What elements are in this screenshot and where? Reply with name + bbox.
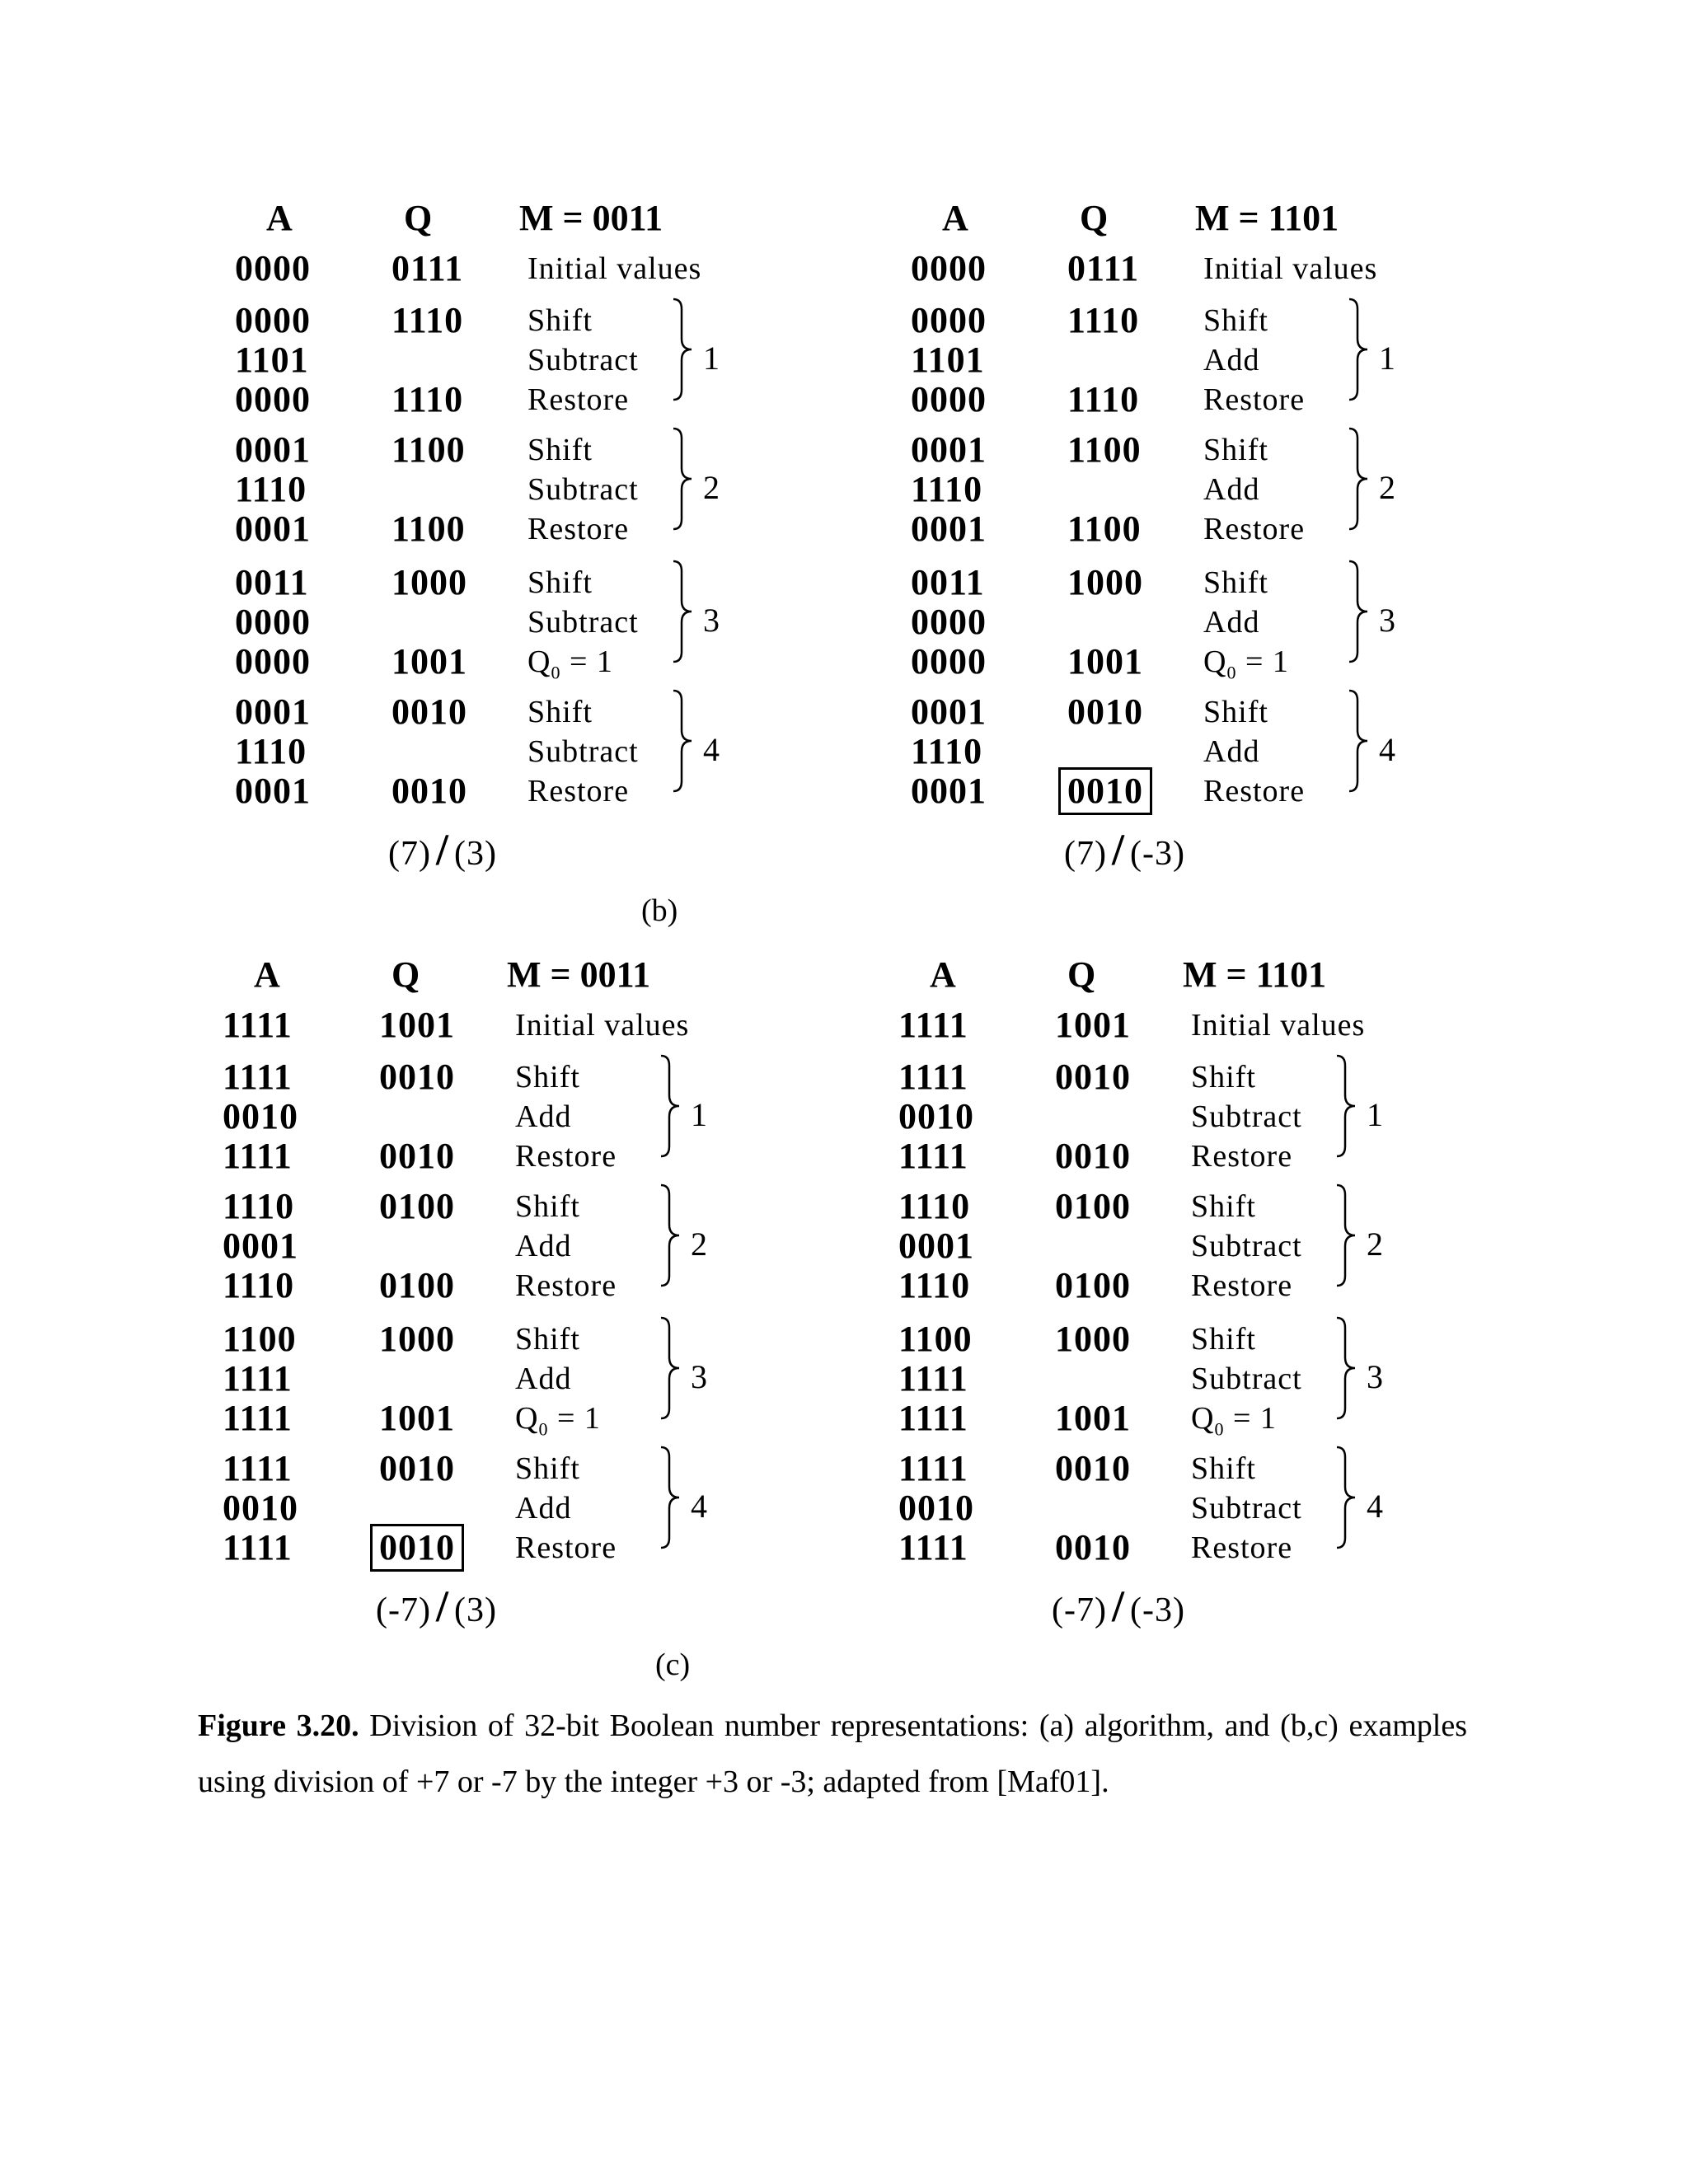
operation-label: Shift xyxy=(1191,1322,1256,1357)
step-row xyxy=(911,732,1422,771)
register-a-value: 1110 xyxy=(911,731,983,771)
register-a-value: 1110 xyxy=(223,1186,295,1226)
register-a-value: 0000 xyxy=(911,602,987,642)
register-q-value: 0100 xyxy=(1055,1186,1131,1226)
operation-label: Subtract xyxy=(1191,1099,1302,1134)
register-q-value: 0111 xyxy=(392,248,464,288)
operation-label: Shift xyxy=(1191,1189,1256,1224)
register-a-value: 0001 xyxy=(911,691,987,732)
register-a-value: 1110 xyxy=(898,1265,971,1305)
register-a-value: 0010 xyxy=(898,1488,974,1528)
step-number: 2 xyxy=(703,469,720,506)
register-a-value: 1111 xyxy=(223,1057,293,1097)
register-a-value: 0010 xyxy=(223,1488,298,1528)
register-q-value: 0010 xyxy=(379,1448,455,1488)
operation-label: Add xyxy=(515,1099,572,1134)
step-row xyxy=(223,1488,734,1528)
register-q-value: 0010 xyxy=(379,1136,455,1176)
operation-label: Add xyxy=(1203,472,1260,507)
figure-caption xyxy=(198,1698,1467,1810)
quotient-result-box: 0010 xyxy=(374,1528,460,1568)
step-brace xyxy=(658,1446,687,1549)
step-row xyxy=(911,602,1422,642)
register-a-value: 1111 xyxy=(223,1005,293,1045)
step-brace xyxy=(658,1054,687,1158)
step-row xyxy=(223,1319,734,1359)
step-brace xyxy=(670,298,700,401)
column-header-a: A xyxy=(254,954,280,995)
operation-label: Add xyxy=(515,1491,572,1526)
figure-label: Figure 3.20. xyxy=(198,1708,359,1743)
operation-label: Restore xyxy=(1191,1530,1293,1565)
register-a-value: 1101 xyxy=(235,340,309,380)
divisor-header: M = 0011 xyxy=(507,954,651,995)
panel-c-right xyxy=(898,954,1409,1655)
step-row xyxy=(911,470,1422,509)
operation-label: Shift xyxy=(515,1451,580,1486)
register-a-value: 1111 xyxy=(898,1136,968,1176)
dividend-label: (-7) xyxy=(376,1591,431,1629)
step-row xyxy=(898,1319,1409,1359)
operation-label: Restore xyxy=(515,1268,617,1303)
register-a-value: 0000 xyxy=(911,641,987,682)
register-a-value: 0000 xyxy=(911,300,987,340)
step-brace xyxy=(1346,689,1376,793)
step-row xyxy=(898,1399,1409,1438)
dividend-label: (7) xyxy=(388,835,431,873)
step-row xyxy=(235,301,746,340)
register-a-value: 1111 xyxy=(898,1527,968,1568)
step-number: 1 xyxy=(1379,340,1395,377)
operation-label: Add xyxy=(1203,605,1260,640)
division-slash: / xyxy=(435,825,449,874)
register-q-value: 1001 xyxy=(1067,641,1143,682)
step-row xyxy=(235,771,746,811)
step-brace xyxy=(1346,298,1376,401)
operation-label: Restore xyxy=(1191,1139,1293,1174)
operation-label: Shift xyxy=(1191,1060,1256,1094)
operation-label: Restore xyxy=(1203,512,1306,546)
step-row xyxy=(911,301,1422,340)
register-a-value: 0011 xyxy=(235,562,309,602)
register-q-value: 0100 xyxy=(379,1186,455,1226)
register-a-value: 1111 xyxy=(223,1358,293,1399)
register-a-value: 0000 xyxy=(235,602,311,642)
register-q-value: 0010 xyxy=(392,771,467,811)
register-q-value: 0100 xyxy=(379,1265,455,1305)
register-a-value: 0010 xyxy=(223,1096,298,1137)
step-row xyxy=(223,1137,734,1176)
step-number: 4 xyxy=(691,1488,707,1525)
panel-division-caption xyxy=(1052,1581,1185,1632)
step-row xyxy=(223,1359,734,1399)
step-number: 1 xyxy=(703,340,720,377)
step-row xyxy=(898,1488,1409,1528)
panel-b-right xyxy=(911,198,1422,898)
register-a-value: 0001 xyxy=(235,691,311,732)
operation-label: Subtract xyxy=(528,472,639,507)
step-row xyxy=(223,1399,734,1438)
step-number: 1 xyxy=(691,1096,707,1133)
register-q-value: 0010 xyxy=(1055,1448,1131,1488)
register-q-value: 0010 xyxy=(379,1057,455,1097)
operation-label: Shift xyxy=(528,695,593,729)
register-a-value: 1100 xyxy=(898,1319,973,1359)
step-row xyxy=(898,1097,1409,1137)
operation-label: Subtract xyxy=(528,343,639,377)
register-q-value: 1000 xyxy=(392,562,467,602)
register-q-value: 1100 xyxy=(1067,429,1142,470)
division-slash: / xyxy=(1111,1582,1125,1631)
register-a-value: 1111 xyxy=(898,1057,968,1097)
step-number: 2 xyxy=(691,1226,707,1263)
operation-label: Add xyxy=(515,1361,572,1396)
register-q-value: 1000 xyxy=(1055,1319,1131,1359)
step-brace xyxy=(670,427,700,531)
step-row xyxy=(235,509,746,549)
register-a-value: 0001 xyxy=(223,1226,298,1266)
register-q-value: 1000 xyxy=(379,1319,455,1359)
register-a-value: 0000 xyxy=(235,300,311,340)
divisor-header: M = 0011 xyxy=(519,198,663,238)
step-row xyxy=(898,1137,1409,1176)
column-header-q: Q xyxy=(1067,954,1096,995)
operation-label: Restore xyxy=(528,512,630,546)
step-number: 4 xyxy=(1367,1488,1383,1525)
register-a-value: 0000 xyxy=(911,248,987,288)
register-q-value: 1001 xyxy=(392,641,467,682)
step-number: 3 xyxy=(703,602,720,639)
step-row xyxy=(223,1528,734,1568)
panel-division-caption xyxy=(376,1581,497,1632)
divisor-label: (3) xyxy=(453,1591,497,1629)
operation-label: Initial values xyxy=(1203,251,1378,286)
dividend-label: (-7) xyxy=(1052,1591,1107,1629)
operation-label: $Q_0 = 1$ xyxy=(1203,644,1289,683)
step-row xyxy=(235,602,746,642)
operation-label: Shift xyxy=(528,303,593,338)
register-a-value: 0000 xyxy=(911,379,987,419)
register-a-value: 1111 xyxy=(223,1527,293,1568)
step-row xyxy=(235,732,746,771)
register-a-value: 1110 xyxy=(898,1186,971,1226)
register-a-value: 1111 xyxy=(898,1358,968,1399)
subfigure-label-b: (b) xyxy=(641,893,678,928)
step-row xyxy=(235,642,746,682)
operation-label: Add xyxy=(515,1229,572,1263)
step-row xyxy=(235,563,746,602)
quotient-result-box: 0010 xyxy=(1062,771,1148,811)
operation-label: Shift xyxy=(515,1322,580,1357)
operation-label: Shift xyxy=(528,565,593,600)
step-brace xyxy=(1334,1316,1363,1420)
register-q-value: 0100 xyxy=(1055,1265,1131,1305)
column-header-q: Q xyxy=(404,198,433,238)
division-slash: / xyxy=(1111,825,1125,874)
register-a-value: 0000 xyxy=(235,641,311,682)
register-q-value: 0010 xyxy=(1067,691,1143,732)
register-q-value: 0010 xyxy=(392,691,467,732)
operation-label: Shift xyxy=(1203,695,1268,729)
panel-division-caption xyxy=(388,824,497,875)
operation-label: Shift xyxy=(515,1060,580,1094)
step-row xyxy=(223,1057,734,1097)
operation-label: Subtract xyxy=(528,605,639,640)
column-header-a: A xyxy=(930,954,956,995)
step-row xyxy=(911,430,1422,470)
column-header-q: Q xyxy=(1080,198,1109,238)
operation-label: Restore xyxy=(528,774,630,808)
initial-row xyxy=(235,249,746,288)
operation-label: Restore xyxy=(515,1139,617,1174)
operation-label: Initial values xyxy=(515,1008,690,1043)
register-a-value: 1111 xyxy=(223,1448,293,1488)
register-a-value: 1111 xyxy=(898,1448,968,1488)
step-row xyxy=(898,1187,1409,1226)
operation-label: Subtract xyxy=(1191,1491,1302,1526)
register-q-value: 1001 xyxy=(1055,1005,1131,1045)
operation-label: Shift xyxy=(1203,433,1268,467)
register-a-value: 0000 xyxy=(235,248,311,288)
register-a-value: 0001 xyxy=(235,509,311,549)
register-q-value: 0010 xyxy=(1055,1527,1131,1568)
register-q-value: 0010 xyxy=(1055,1136,1131,1176)
register-q-value: 1110 xyxy=(392,379,464,419)
register-a-value: 1110 xyxy=(911,469,983,509)
step-row xyxy=(911,380,1422,419)
step-row xyxy=(223,1449,734,1488)
step-number: 3 xyxy=(1379,602,1395,639)
register-q-value: 1001 xyxy=(1055,1398,1131,1438)
divisor-header: M = 1101 xyxy=(1195,198,1339,238)
initial-row xyxy=(911,249,1422,288)
step-row xyxy=(898,1449,1409,1488)
step-number: 3 xyxy=(1367,1358,1383,1395)
register-q-value: 1100 xyxy=(1067,509,1142,549)
register-a-value: 1111 xyxy=(898,1398,968,1438)
register-a-value: 0001 xyxy=(911,771,987,811)
step-number: 3 xyxy=(691,1358,707,1395)
step-row xyxy=(911,509,1422,549)
operation-label: Restore xyxy=(1203,382,1306,417)
step-row xyxy=(898,1266,1409,1305)
subfigure-label-c: (c) xyxy=(655,1647,691,1682)
operation-label: Subtract xyxy=(528,734,639,769)
operation-label: Shift xyxy=(515,1189,580,1224)
register-a-value: 0011 xyxy=(911,562,985,602)
step-row xyxy=(223,1097,734,1137)
step-row xyxy=(911,642,1422,682)
step-number: 2 xyxy=(1379,469,1395,506)
step-row xyxy=(898,1226,1409,1266)
register-q-value: 0010 xyxy=(1055,1057,1131,1097)
step-row xyxy=(235,340,746,380)
step-row xyxy=(898,1057,1409,1097)
register-a-value: 0000 xyxy=(235,379,311,419)
register-a-value: 1111 xyxy=(223,1136,293,1176)
dividend-label: (7) xyxy=(1064,835,1107,873)
operation-label: Shift xyxy=(1191,1451,1256,1486)
step-row xyxy=(223,1187,734,1226)
step-brace xyxy=(1334,1183,1363,1287)
operation-label: Shift xyxy=(1203,565,1268,600)
step-row xyxy=(911,692,1422,732)
register-q-value: 1000 xyxy=(1067,562,1143,602)
panel-b-left xyxy=(235,198,746,898)
register-a-value: 0001 xyxy=(911,429,987,470)
step-row xyxy=(911,340,1422,380)
initial-row xyxy=(223,1005,734,1045)
step-row xyxy=(223,1226,734,1266)
register-q-value: 1100 xyxy=(392,509,466,549)
step-number: 4 xyxy=(703,731,720,768)
divisor-label: (3) xyxy=(454,835,497,873)
step-brace xyxy=(1334,1054,1363,1158)
operation-label: Restore xyxy=(515,1530,617,1565)
register-a-value: 1110 xyxy=(235,469,307,509)
step-row xyxy=(911,563,1422,602)
step-number: 1 xyxy=(1367,1096,1383,1133)
step-number: 4 xyxy=(1379,731,1395,768)
step-brace xyxy=(1346,427,1376,531)
register-a-value: 1111 xyxy=(223,1398,293,1438)
step-row xyxy=(235,692,746,732)
division-slash: / xyxy=(435,1582,449,1631)
operation-label: Shift xyxy=(1203,303,1268,338)
step-row xyxy=(223,1266,734,1305)
register-a-value: 0001 xyxy=(235,429,311,470)
panel-c-left xyxy=(223,954,734,1655)
register-a-value: 0001 xyxy=(911,509,987,549)
operation-label: Add xyxy=(1203,343,1260,377)
step-row xyxy=(898,1359,1409,1399)
register-a-value: 1110 xyxy=(235,731,307,771)
step-brace xyxy=(1346,560,1376,663)
register-a-value: 0010 xyxy=(898,1096,974,1137)
operation-label: Initial values xyxy=(528,251,702,286)
step-brace xyxy=(658,1183,687,1287)
divisor-label: (-3) xyxy=(1129,1591,1185,1629)
step-row xyxy=(898,1528,1409,1568)
step-row xyxy=(911,771,1422,811)
operation-label: $Q_0 = 1$ xyxy=(515,1401,601,1440)
operation-label: Restore xyxy=(1191,1268,1293,1303)
step-number: 2 xyxy=(1367,1226,1383,1263)
panel-division-caption xyxy=(1064,824,1185,875)
step-row xyxy=(235,380,746,419)
column-header-a: A xyxy=(942,198,968,238)
register-a-value: 0001 xyxy=(898,1226,974,1266)
operation-label: Restore xyxy=(1203,774,1306,808)
operation-label: Restore xyxy=(528,382,630,417)
register-a-value: 1110 xyxy=(223,1265,295,1305)
figure-caption-text: Division of 32-bit Boolean number representations: (a) algorithm, and (b,c) examples using division of +7 or -7 by the integer +3 or -3; adapted from [Maf01]. xyxy=(198,1708,1468,1799)
register-q-value: 1110 xyxy=(392,300,464,340)
column-header-q: Q xyxy=(392,954,420,995)
register-q-value: 1100 xyxy=(392,429,466,470)
register-q-value: 1001 xyxy=(379,1005,455,1045)
step-brace xyxy=(658,1316,687,1420)
register-q-value: 0111 xyxy=(1067,248,1140,288)
operation-label: $Q_0 = 1$ xyxy=(1191,1401,1277,1440)
step-brace xyxy=(670,689,700,793)
column-header-a: A xyxy=(266,198,293,238)
step-row xyxy=(235,470,746,509)
register-a-value: 1101 xyxy=(911,340,985,380)
register-a-value: 1100 xyxy=(223,1319,297,1359)
operation-label: Add xyxy=(1203,734,1260,769)
step-row xyxy=(235,430,746,470)
divisor-header: M = 1101 xyxy=(1183,954,1327,995)
register-q-value: 1110 xyxy=(1067,379,1140,419)
initial-row xyxy=(898,1005,1409,1045)
register-q-value: 1110 xyxy=(1067,300,1140,340)
operation-label: Subtract xyxy=(1191,1361,1302,1396)
step-brace xyxy=(670,560,700,663)
divisor-label: (-3) xyxy=(1130,835,1185,873)
register-a-value: 0001 xyxy=(235,771,311,811)
operation-label: Shift xyxy=(528,433,593,467)
operation-label: Subtract xyxy=(1191,1229,1302,1263)
operation-label: Initial values xyxy=(1191,1008,1366,1043)
step-brace xyxy=(1334,1446,1363,1549)
register-q-value: 1001 xyxy=(379,1398,455,1438)
register-a-value: 1111 xyxy=(898,1005,968,1045)
operation-label: $Q_0 = 1$ xyxy=(528,644,613,683)
